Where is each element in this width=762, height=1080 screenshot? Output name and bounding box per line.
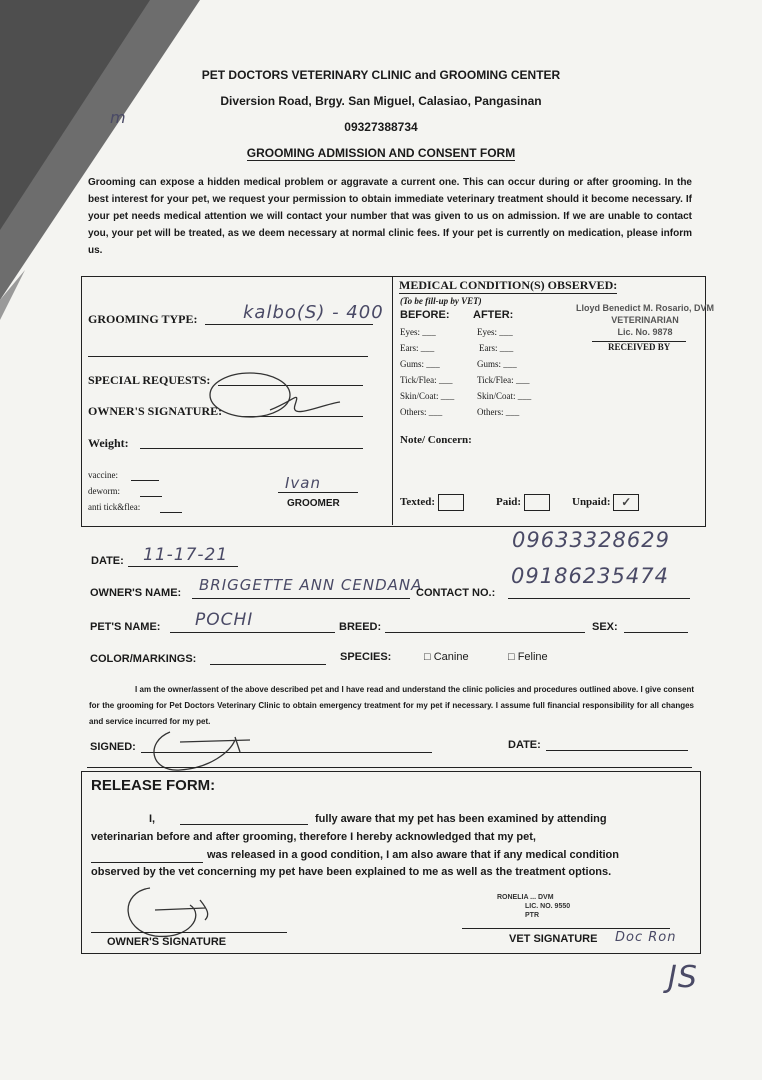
date2-line — [546, 750, 688, 751]
paid-checkbox[interactable] — [524, 494, 550, 511]
pet-name-value: POCHI — [195, 610, 254, 630]
medical-title-text: MEDICAL CONDITION(S) OBSERVED: — [399, 278, 618, 292]
before-tick: Tick/Flea: ___ — [400, 375, 453, 385]
pet-name-label: PET'S NAME: — [90, 621, 161, 633]
vet-stamp2-name: RONELIA ... DVM — [497, 894, 554, 901]
after-ears-label: Ears: — [479, 343, 498, 353]
owner-signature-label: OWNER'S SIGNATURE: — [88, 404, 223, 418]
release-text1: fully aware that my pet has been examined by attending — [315, 813, 607, 825]
paid-label: Paid: — [496, 496, 522, 509]
grooming-type-value: kalbo(S) - 400 — [243, 302, 384, 323]
form-title-text: GROOMING ADMISSION AND CONSENT FORM — [246, 146, 516, 160]
release-title: RELEASE FORM: — [91, 777, 216, 794]
owner-name-label: OWNER'S NAME: — [90, 587, 182, 599]
contact-line — [508, 598, 690, 599]
vet-sig-line — [462, 928, 670, 929]
after-ears: Ears: ___ — [479, 343, 514, 353]
before-others: Others: ___ — [400, 407, 443, 417]
note-label: Note/ Concern: — [400, 434, 472, 446]
box-divider — [392, 276, 393, 525]
before-label: BEFORE: — [400, 309, 450, 321]
after-others: Others: ___ — [477, 407, 520, 417]
clinic-phone: 09327388734 — [344, 120, 418, 134]
groomer-line — [278, 492, 358, 493]
grooming-type-line — [205, 324, 373, 325]
deworm-label: deworm: — [88, 486, 120, 496]
unpaid-field — [572, 494, 639, 511]
owner-name-line — [192, 598, 410, 599]
medical-subtitle: (To be fill-up by VET) — [400, 296, 482, 306]
consent-paragraph: I am the owner/assent of the above described pet and I have read and understand the clinic policies and procedures outlined above. I give consent for the grooming for Pet Doctors Veterinary Clinic to obtain emergency treatment for my pet if necessary. I assume full financial responsibility for all changes and service incurred for my pet. — [89, 685, 694, 726]
clinic-name: PET DOCTORS VETERINARY CLINIC and GROOMING CENTER — [201, 68, 561, 82]
after-gums-label: Gums: — [477, 359, 502, 369]
after-skin-label: Skin/Coat: — [477, 391, 516, 401]
signed-label: SIGNED: — [90, 741, 136, 753]
owner-name-value: BRIGGETTE ANN CENDANA — [199, 576, 423, 594]
grooming-type-line2 — [88, 356, 368, 357]
corner-mark: m — [110, 108, 127, 127]
before-tick-label: Tick/Flea: — [400, 375, 437, 385]
tick-label: anti tick&flea: — [88, 502, 141, 512]
color-label: COLOR/MARKINGS: — [90, 653, 197, 665]
vaccine-line — [131, 480, 159, 481]
canine-option[interactable]: □ Canine — [424, 651, 469, 663]
before-skin-label: Skin/Coat: — [400, 391, 439, 401]
before-gums-label: Gums: — [400, 359, 425, 369]
pet-name-line — [170, 632, 335, 633]
sex-line — [624, 632, 688, 633]
weight-label: Weight: — [88, 436, 129, 450]
clinic-address: Diversion Road, Brgy. San Miguel, Calasiao, Pangasinan — [220, 94, 542, 108]
groomer-label: GROOMER — [287, 498, 340, 509]
after-tick-label: Tick/Flea: — [477, 375, 514, 385]
intro-paragraph: Grooming can expose a hidden medical problem or aggravate a current one. This can occur during or after grooming. In the best interest for your pet, we request your permission to obtain immediate veterinary treatment should it become necessary. If your pet needs medical attention we will contact your number that was given to us on admission. If we are unable to contact you, your pet will be treated, as we deem necessary at normal clinic fees. If your pet is currently on medication, please inform us. — [88, 177, 692, 256]
release-i-label: I, — [149, 813, 156, 825]
species-label: SPECIES: — [340, 651, 392, 663]
groomer-name: Ivan — [285, 474, 321, 492]
tick-line — [160, 512, 182, 513]
before-skin: Skin/Coat: ___ — [400, 391, 455, 401]
signed-scribble — [140, 722, 280, 777]
release-text2: veterinarian before and after grooming, therefore I hereby acknowledged that my pet, — [91, 831, 536, 843]
vet-stamp2-lic: LIC. NO. 9550 — [525, 903, 571, 910]
date-value: 11-17-21 — [143, 545, 229, 565]
vet-stamp2 — [497, 893, 570, 920]
after-others-label: Others: — [477, 407, 504, 417]
before-ears-label: Ears: — [400, 343, 419, 353]
release-pet-line — [91, 862, 203, 863]
feline-option[interactable]: □ Feline — [508, 651, 548, 663]
vet-sig-label: VET SIGNATURE — [509, 933, 598, 945]
medical-title — [399, 278, 617, 294]
paid-field — [496, 494, 550, 511]
date2-label: DATE: — [508, 739, 541, 751]
contact-label: CONTACT NO.: — [416, 587, 496, 599]
after-eyes: Eyes: ___ — [477, 327, 513, 337]
contact-extra: 09633328629 — [512, 528, 670, 552]
vaccine-label: vaccine: — [88, 470, 118, 480]
after-label: AFTER: — [473, 309, 514, 321]
form-title — [0, 146, 762, 161]
after-tick: Tick/Flea: ___ — [477, 375, 530, 385]
unpaid-label: Unpaid: — [572, 496, 611, 509]
texted-field — [400, 494, 464, 511]
before-eyes: Eyes: ___ — [400, 327, 436, 337]
contact-value: 09186235474 — [511, 564, 669, 588]
owner-sig-label: OWNER'S SIGNATURE — [107, 936, 227, 948]
deworm-line — [140, 496, 162, 497]
breed-label: BREED: — [339, 621, 382, 633]
after-eyes-label: Eyes: — [477, 327, 497, 337]
release-text4: observed by the vet concerning my pet have been explained to me as well as the treatment options. — [91, 866, 612, 878]
vet-stamp — [575, 302, 715, 338]
vet-stamp2-ptr: PTR — [525, 912, 539, 919]
owner-sig-line — [91, 932, 287, 933]
before-ears: Ears: ___ — [400, 343, 435, 353]
weight-line — [140, 448, 363, 449]
date-label: DATE: — [91, 555, 124, 567]
release-text3: was released in a good condition, I am also aware that if any medical condition — [207, 849, 619, 861]
vet-stamp-name: Lloyd Benedict M. Rosario, DVM — [575, 303, 714, 313]
vet-stamp-title: VETERINARIAN — [611, 315, 679, 325]
section-divider — [87, 767, 692, 768]
release-name-line — [180, 824, 308, 825]
grooming-type-label: GROOMING TYPE: — [88, 312, 198, 326]
texted-label: Texted: — [400, 496, 436, 509]
texted-checkbox[interactable] — [438, 494, 464, 511]
sex-label: SEX: — [592, 621, 618, 633]
special-requests-label: SPECIAL REQUESTS: — [88, 373, 211, 387]
before-eyes-label: Eyes: — [400, 327, 420, 337]
breed-line — [385, 632, 585, 633]
owner-signature-scribble — [200, 360, 350, 440]
date-line — [128, 566, 238, 567]
unpaid-check-mark: ✓ — [621, 495, 632, 509]
color-line — [210, 664, 326, 665]
before-gums: Gums: ___ — [400, 359, 440, 369]
corner-initials: JS — [668, 960, 698, 995]
after-skin: Skin/Coat: ___ — [477, 391, 532, 401]
vet-stamp-lic: Lic. No. 9878 — [617, 327, 673, 337]
before-others-label: Others: — [400, 407, 427, 417]
unpaid-checkbox[interactable] — [613, 494, 639, 511]
after-gums: Gums: ___ — [477, 359, 517, 369]
received-by-label: RECEIVED BY — [608, 342, 671, 352]
vet-sign-hand: Doc Ron — [615, 930, 677, 945]
